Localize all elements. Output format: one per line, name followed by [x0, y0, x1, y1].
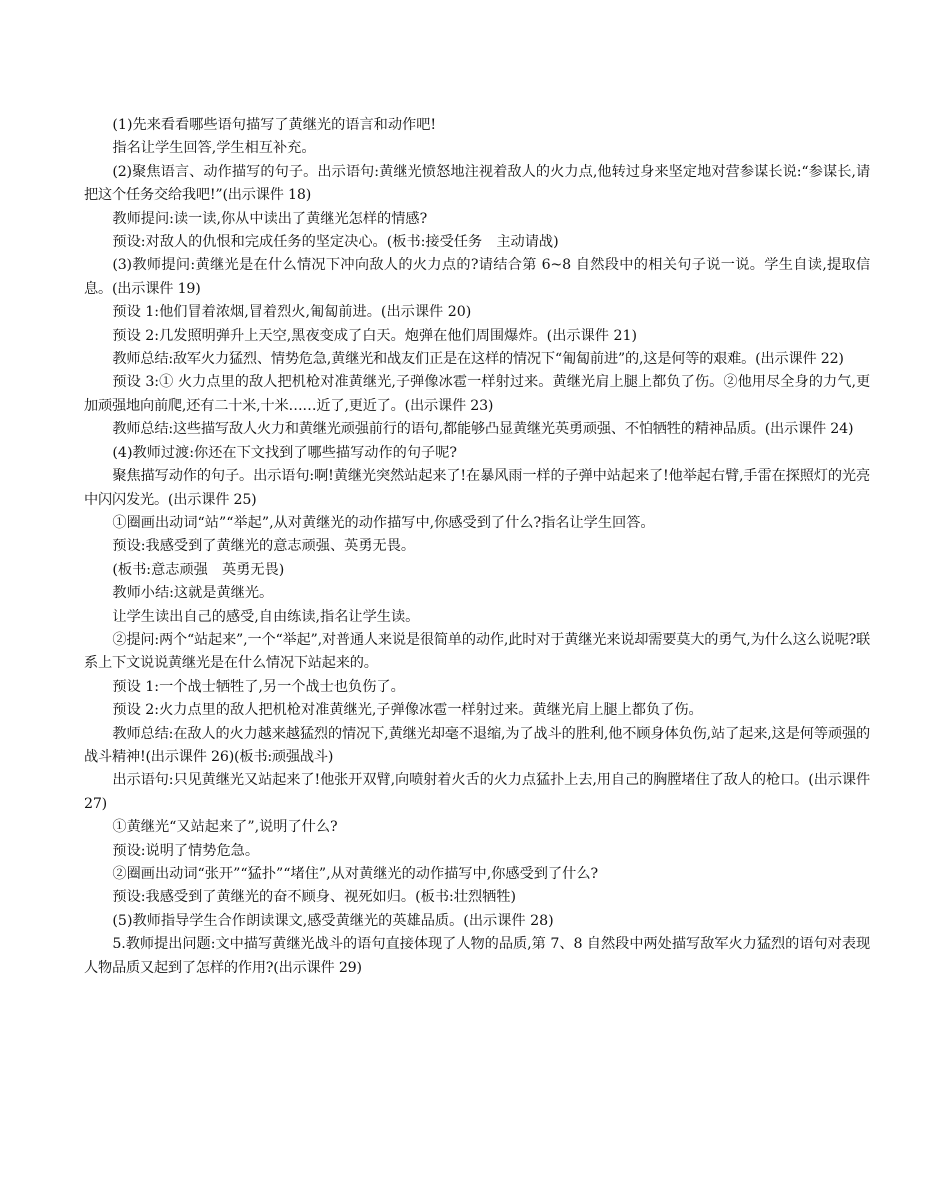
- paragraph: 预设 2:火力点里的敌人把机枪对准黄继光,子弹像冰雹一样射过来。黄继光肩上腿上都负了伤。: [112, 702, 703, 719]
- paragraph: (1)先来看看哪些语句描写了黄继光的语言和动作吧!: [112, 117, 437, 133]
- paragraph: 5.教师提出问题:文中描写黄继光战斗的语句直接体现了人物的品质,第 7、8 自然段中两处描写敌军火力猛烈的语句对表现人物品质又起到了怎样的作用?(出示课件 29): [84, 936, 870, 976]
- paragraph: 教师总结:这些描写敌人火力和黄继光顽强前行的语句,都能够凸显黄继光英勇顽强、不怕牺牲的精神品质。(出示课件 24): [112, 421, 854, 438]
- paragraph: (3)教师提问:黄继光是在什么情况下冲向敌人的火力点的?请结合第 6~8 自然段中的相关句子说一说。学生自读,提取信息。(出示课件 19): [84, 257, 870, 297]
- paragraph: ②提问:两个“站起来”,一个“举起”,对普通人来说是很简单的动作,此时对于黄继光来说却需要莫大的勇气,为什么这么说呢?联系上下文说说黄继光是在什么情况下站起来的。: [84, 631, 870, 672]
- paragraph: 指名让学生回答,学生相互补充。: [112, 140, 316, 157]
- paragraph: 预设 3:① 火力点里的敌人把机枪对准黄继光,子弹像冰雹一样射过来。黄继光肩上腿上都负了伤。②他用尽全身的力气,更加顽强地向前爬,还有二十米,十米……近了,更近了。(出示课件 23): [84, 374, 870, 414]
- paragraph: (5)教师指导学生合作朗读课文,感受黄继光的英雄品质。(出示课件 28): [112, 912, 554, 929]
- paragraph: ①黄继光“又站起来了”,说明了什么?: [112, 819, 338, 836]
- paragraph: 预设:我感受到了黄继光的奋不顾身、视死如归。(板书:壮烈牺牲): [112, 889, 517, 906]
- paragraph: (4)教师过渡:你还在下文找到了哪些描写动作的句子呢?: [112, 444, 458, 461]
- paragraph: 预设 1:他们冒着浓烟,冒着烈火,匍匐前进。(出示课件 20): [112, 304, 472, 321]
- paragraph: 预设:对敌人的仇恨和完成任务的坚定决心。(板书:接受任务 主动请战): [112, 234, 559, 251]
- paragraph: 预设 1:一个战士牺牲了,另一个战士也负伤了。: [112, 678, 405, 695]
- paragraph: 出示语句:只见黄继光又站起来了!他张开双臂,向喷射着火舌的火力点猛扑上去,用自己的胸膛堵住了敌人的枪口。(出示课件 27): [84, 772, 870, 812]
- paragraph: 教师提问:读一读,你从中读出了黄继光怎样的情感?: [112, 210, 428, 227]
- paragraph: ②圈画出动词“张开”“猛扑”“堵住”,从对黄继光的动作描写中,你感受到了什么?: [112, 866, 599, 882]
- paragraph: (板书:意志顽强 英勇无畏): [112, 561, 285, 578]
- paragraph: 预设:我感受到了黄继光的意志顽强、英勇无畏。: [112, 538, 416, 555]
- paragraph: 让学生读出自己的感受,自由练读,指名让学生读。: [112, 608, 420, 625]
- document-body: [84, 114, 870, 980]
- paragraph: 预设:说明了情势危急。: [112, 842, 260, 859]
- paragraph: 教师总结:敌军火力猛烈、情势危急,黄继光和战友们正是在这样的情况下“匍匐前进”的,这是何等的艰难。(出示课件 22): [112, 351, 844, 368]
- paragraph: 教师小结:这就是黄继光。: [112, 585, 274, 602]
- paragraph: 教师总结:在敌人的火力越来越猛烈的情况下,黄继光却毫不退缩,为了战斗的胜利,他不顾身体负伤,站了起来,这是何等顽强的战斗精神!(出示课件 26)(板书:顽强战斗): [84, 725, 870, 765]
- paragraph: (2)聚焦语言、动作描写的句子。出示语句:黄继光愤怒地注视着敌人的火力点,他转过身来坚定地对营参谋长说:“参谋长,请把这个任务交给我吧!”(出示课件 18): [84, 163, 870, 204]
- paragraph: 聚焦描写动作的句子。出示语句:啊!黄继光突然站起来了!在暴风雨一样的子弹中站起来了!他举起右臂,手雷在探照灯的光亮中闪闪发光。(出示课件 25): [84, 468, 870, 508]
- paragraph: ①圈画出动词“站”“举起”,从对黄继光的动作描写中,你感受到了什么?指名让学生回答。: [112, 514, 655, 531]
- paragraph: 预设 2:几发照明弹升上天空,黑夜变成了白天。炮弹在他们周围爆炸。(出示课件 21): [112, 327, 638, 344]
